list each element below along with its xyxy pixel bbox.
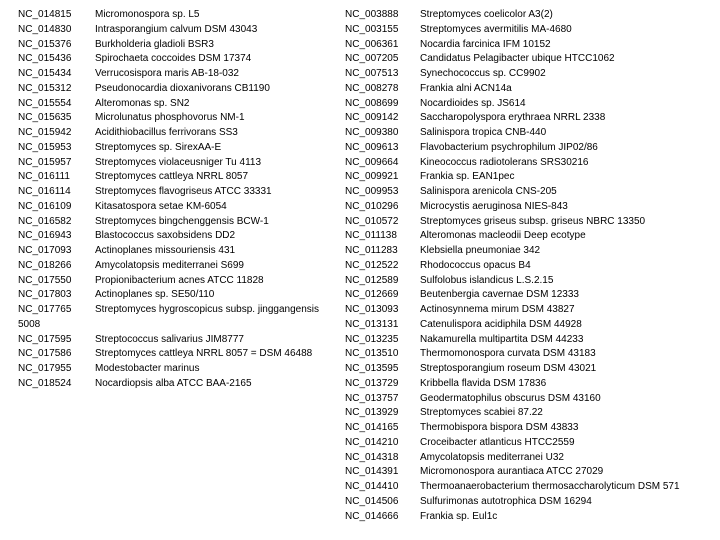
- table-row: [345, 362, 717, 377]
- table-row: [345, 23, 717, 38]
- table-row: [18, 200, 340, 215]
- accession-id: NC_007513: [345, 68, 399, 79]
- accession-id: NC_018266: [18, 259, 72, 271]
- accession-id: NC_015436: [18, 53, 72, 65]
- table-row: [345, 259, 717, 274]
- organism-name: Streptomyces sp. SirexAA-E: [95, 141, 222, 153]
- table-row: [345, 170, 717, 185]
- genome-column-right: [345, 8, 717, 524]
- organism-name: Streptomyces bingchenggensis BCW-1: [95, 215, 269, 227]
- organism-name: Streptococcus salivarius JIM8777: [95, 333, 244, 345]
- table-row: [18, 347, 340, 362]
- table-row: [345, 141, 717, 156]
- table-row: [345, 510, 717, 525]
- table-row: [345, 421, 717, 436]
- table-row: [18, 38, 340, 53]
- table-row: [345, 465, 717, 480]
- table-row: [18, 185, 340, 200]
- organism-name: Alteromonas sp. SN2: [95, 97, 190, 109]
- accession-id: NC_014318: [345, 451, 399, 463]
- table-row: [18, 274, 340, 289]
- accession-id: NC_014210: [345, 436, 399, 448]
- organism-name: Streptomyces coelicolor A3(2): [420, 9, 553, 20]
- organism-name: Streptomyces avermitilis MA-4680: [420, 23, 572, 35]
- accession-id: NC_003155: [345, 23, 399, 35]
- accession-id: NC_009142: [345, 112, 399, 124]
- accession-id: NC_009613: [345, 141, 399, 153]
- accession-id: NC_015957: [18, 156, 72, 168]
- table-row: [18, 97, 340, 112]
- accession-id: NC_010296: [345, 200, 399, 212]
- table-row: [345, 288, 717, 303]
- organism-name: Intrasporangium calvum DSM 43043: [95, 23, 258, 35]
- organism-name: Salinispora arenicola CNS-205: [420, 186, 557, 197]
- organism-name: Streptomyces scabiei 87.22: [420, 407, 543, 419]
- accession-id: NC_013729: [345, 377, 399, 389]
- table-row: [345, 436, 717, 451]
- accession-id: NC_017093: [18, 245, 72, 256]
- accession-id: NC_015942: [18, 127, 72, 138]
- table-row: [18, 82, 340, 97]
- accession-id: NC_014830: [18, 23, 72, 35]
- table-row: [18, 362, 340, 377]
- organism-name: Sulfolobus islandicus L.S.2.15: [420, 274, 554, 286]
- organism-name: Streptomyces cattleya NRRL 8057: [95, 171, 249, 183]
- accession-id: NC_014666: [345, 510, 399, 522]
- accession-id: NC_016582: [18, 215, 72, 227]
- table-row: [345, 215, 717, 230]
- organism-name: Streptomyces violaceusniger Tu 4113: [95, 156, 262, 168]
- organism-name: Croceibacter atlanticus HTCC2559: [420, 436, 575, 448]
- table-row: [18, 156, 340, 171]
- organism-name: Streptosporangium roseum DSM 43021: [420, 363, 597, 374]
- table-row: [345, 111, 717, 126]
- accession-id: NC_009664: [345, 156, 399, 168]
- organism-name: Streptomyces cattleya NRRL 8057 = DSM 46488: [95, 348, 313, 360]
- organism-name: Synechococcus sp. CC9902: [420, 68, 546, 79]
- organism-name: Streptomyces flavogriseus ATCC 33331: [95, 186, 272, 197]
- organism-name: Blastococcus saxobsidens DD2: [95, 230, 236, 242]
- accession-id: NC_015434: [18, 68, 72, 79]
- table-row: [345, 274, 717, 289]
- table-row: [18, 8, 340, 23]
- table-row: [18, 215, 340, 230]
- table-row: [345, 347, 717, 362]
- organism-name: Nakamurella multipartita DSM 44233: [420, 333, 584, 345]
- table-row: [345, 126, 717, 141]
- accession-id: NC_009380: [345, 127, 399, 138]
- accession-id: NC_013595: [345, 363, 399, 374]
- table-row: [345, 451, 717, 466]
- organism-name: Candidatus Pelagibacter ubique HTCC1062: [420, 53, 615, 65]
- table-row: [18, 288, 340, 303]
- organism-name: Verrucosispora maris AB-18-032: [95, 68, 239, 79]
- accession-id: NC_015554: [18, 97, 72, 109]
- accession-id: NC_015376: [18, 38, 72, 50]
- organism-name: Frankia sp. Eul1c: [420, 510, 498, 522]
- accession-id: NC_014506: [345, 495, 399, 507]
- organism-name: Actinoplanes sp. SE50/110: [95, 289, 215, 301]
- organism-name: Spirochaeta coccoides DSM 17374: [95, 53, 252, 65]
- organism-name: Burkholderia gladioli BSR3: [95, 38, 214, 50]
- table-row: [345, 82, 717, 97]
- table-row: [18, 170, 340, 185]
- organism-name: Frankia sp. EAN1pec: [420, 171, 515, 183]
- organism-name: Alteromonas macleodii Deep ecotype: [420, 230, 586, 242]
- accession-id: NC_011138: [345, 230, 397, 242]
- organism-name: Amycolatopsis mediterranei S699: [95, 259, 244, 271]
- table-row: [18, 333, 340, 348]
- accession-id: NC_013757: [345, 392, 399, 404]
- accession-id: NC_013929: [345, 407, 399, 419]
- accession-id: NC_010572: [345, 215, 399, 227]
- accession-id: 5008: [18, 318, 41, 330]
- organism-name: Beutenbergia cavernae DSM 12333: [420, 289, 579, 301]
- accession-id: NC_008699: [345, 97, 399, 109]
- organism-name: Thermobispora bispora DSM 43833: [420, 422, 579, 433]
- accession-id: NC_016114: [18, 186, 71, 197]
- organism-name: Sulfurimonas autotrophica DSM 16294: [420, 495, 592, 507]
- table-row: [345, 200, 717, 215]
- table-row: [18, 23, 340, 38]
- accession-id: NC_016109: [18, 200, 72, 212]
- accession-id: NC_012522: [345, 259, 399, 271]
- organism-name: Micromonospora sp. L5: [95, 9, 200, 20]
- organism-name: Kribbella flavida DSM 17836: [420, 377, 547, 389]
- table-row: [345, 495, 717, 510]
- table-row: [345, 38, 717, 53]
- organism-name: Amycolatopsis mediterranei U32: [420, 451, 564, 463]
- organism-name: Geodermatophilus obscurus DSM 43160: [420, 392, 601, 404]
- accession-id: NC_013510: [345, 348, 399, 360]
- accession-id: NC_008278: [345, 82, 399, 94]
- accession-id: NC_015635: [18, 112, 72, 124]
- organism-name: Nocardioides sp. JS614: [420, 97, 526, 109]
- table-row: [345, 406, 717, 421]
- accession-id: NC_009921: [345, 171, 399, 183]
- accession-id: NC_014165: [345, 422, 399, 433]
- organism-name: Microlunatus phosphovorus NM-1: [95, 112, 245, 124]
- table-row: [345, 97, 717, 112]
- accession-id: NC_011283: [345, 245, 398, 256]
- organism-name: Microcystis aeruginosa NIES-843: [420, 200, 568, 212]
- organism-name: Actinosynnema mirum DSM 43827: [420, 304, 575, 315]
- table-row: [18, 126, 340, 141]
- table-row: [345, 392, 717, 407]
- organism-name: Thermoanaerobacterium thermosaccharolyticum DSM 571: [420, 481, 680, 492]
- accession-id: NC_017595: [18, 333, 72, 345]
- organism-name: Streptomyces hygroscopicus subsp. jinggangensis: [95, 304, 320, 315]
- accession-id: NC_013235: [345, 333, 399, 345]
- organism-name: Klebsiella pneumoniae 342: [420, 245, 541, 256]
- organism-name: Catenulispora acidiphila DSM 44928: [420, 318, 582, 330]
- accession-id: NC_017765: [18, 304, 72, 315]
- table-row: [345, 52, 717, 67]
- accession-id: NC_017955: [18, 363, 72, 374]
- table-row: [345, 318, 717, 333]
- accession-id: NC_016943: [18, 230, 72, 242]
- table-row: [18, 318, 340, 333]
- organism-name: Micromonospora aurantiaca ATCC 27029: [420, 466, 604, 478]
- table-row: [18, 141, 340, 156]
- accession-id: NC_017803: [18, 289, 72, 301]
- organism-name: Saccharopolyspora erythraea NRRL 2338: [420, 112, 606, 124]
- accession-id: NC_014815: [18, 9, 72, 20]
- accession-id: NC_015953: [18, 141, 72, 153]
- table-row: [345, 480, 717, 495]
- accession-id: NC_003888: [345, 9, 399, 20]
- table-row: [345, 156, 717, 171]
- table-row: [18, 259, 340, 274]
- table-row: [18, 303, 340, 318]
- table-row: [18, 377, 340, 392]
- table-row: [345, 229, 717, 244]
- table-row: [18, 229, 340, 244]
- table-row: [18, 244, 340, 259]
- organism-name: Propionibacterium acnes ATCC 11828: [95, 274, 264, 286]
- organism-name: Kitasatospora setae KM-6054: [95, 200, 227, 212]
- organism-name: Kineococcus radiotolerans SRS30216: [420, 156, 589, 168]
- organism-name: Modestobacter marinus: [95, 363, 200, 374]
- organism-name: Streptomyces griseus subsp. griseus NBRC 13350: [420, 215, 646, 227]
- table-row: [18, 111, 340, 126]
- accession-id: NC_015312: [18, 82, 72, 94]
- organism-name: Pseudonocardia dioxanivorans CB1190: [95, 82, 270, 94]
- accession-id: NC_013131: [345, 318, 399, 330]
- accession-id: NC_014410: [345, 481, 399, 492]
- accession-id: NC_014391: [345, 466, 399, 478]
- table-row: [345, 8, 717, 23]
- table-row: [345, 244, 717, 259]
- accession-id: NC_009953: [345, 186, 399, 197]
- table-row: [18, 52, 340, 67]
- genome-column-left: [18, 8, 340, 392]
- table-row: [345, 377, 717, 392]
- table-row: [345, 185, 717, 200]
- accession-id: NC_017550: [18, 274, 72, 286]
- accession-id: NC_012589: [345, 274, 399, 286]
- organism-name: Actinoplanes missouriensis 431: [95, 245, 236, 256]
- organism-name: Salinispora tropica CNB-440: [420, 127, 547, 138]
- table-row: [345, 67, 717, 82]
- table-row: [18, 67, 340, 82]
- accession-id: NC_013093: [345, 304, 399, 315]
- organism-name: Nocardia farcinica IFM 10152: [420, 38, 551, 50]
- table-row: [345, 333, 717, 348]
- organism-name: Frankia alni ACN14a: [420, 82, 512, 94]
- accession-id: NC_016111: [18, 171, 70, 183]
- organism-name: Rhodococcus opacus B4: [420, 259, 531, 271]
- accession-id: NC_007205: [345, 53, 399, 65]
- accession-id: NC_012669: [345, 289, 399, 301]
- table-row: [345, 303, 717, 318]
- organism-name: Thermomonospora curvata DSM 43183: [420, 348, 596, 360]
- organism-name: Acidithiobacillus ferrivorans SS3: [95, 127, 238, 138]
- accession-id: NC_006361: [345, 38, 399, 50]
- organism-name: Nocardiopsis alba ATCC BAA-2165: [95, 377, 252, 389]
- accession-id: NC_018524: [18, 377, 72, 389]
- organism-name: Flavobacterium psychrophilum JIP02/86: [420, 141, 598, 153]
- accession-id: NC_017586: [18, 348, 72, 360]
